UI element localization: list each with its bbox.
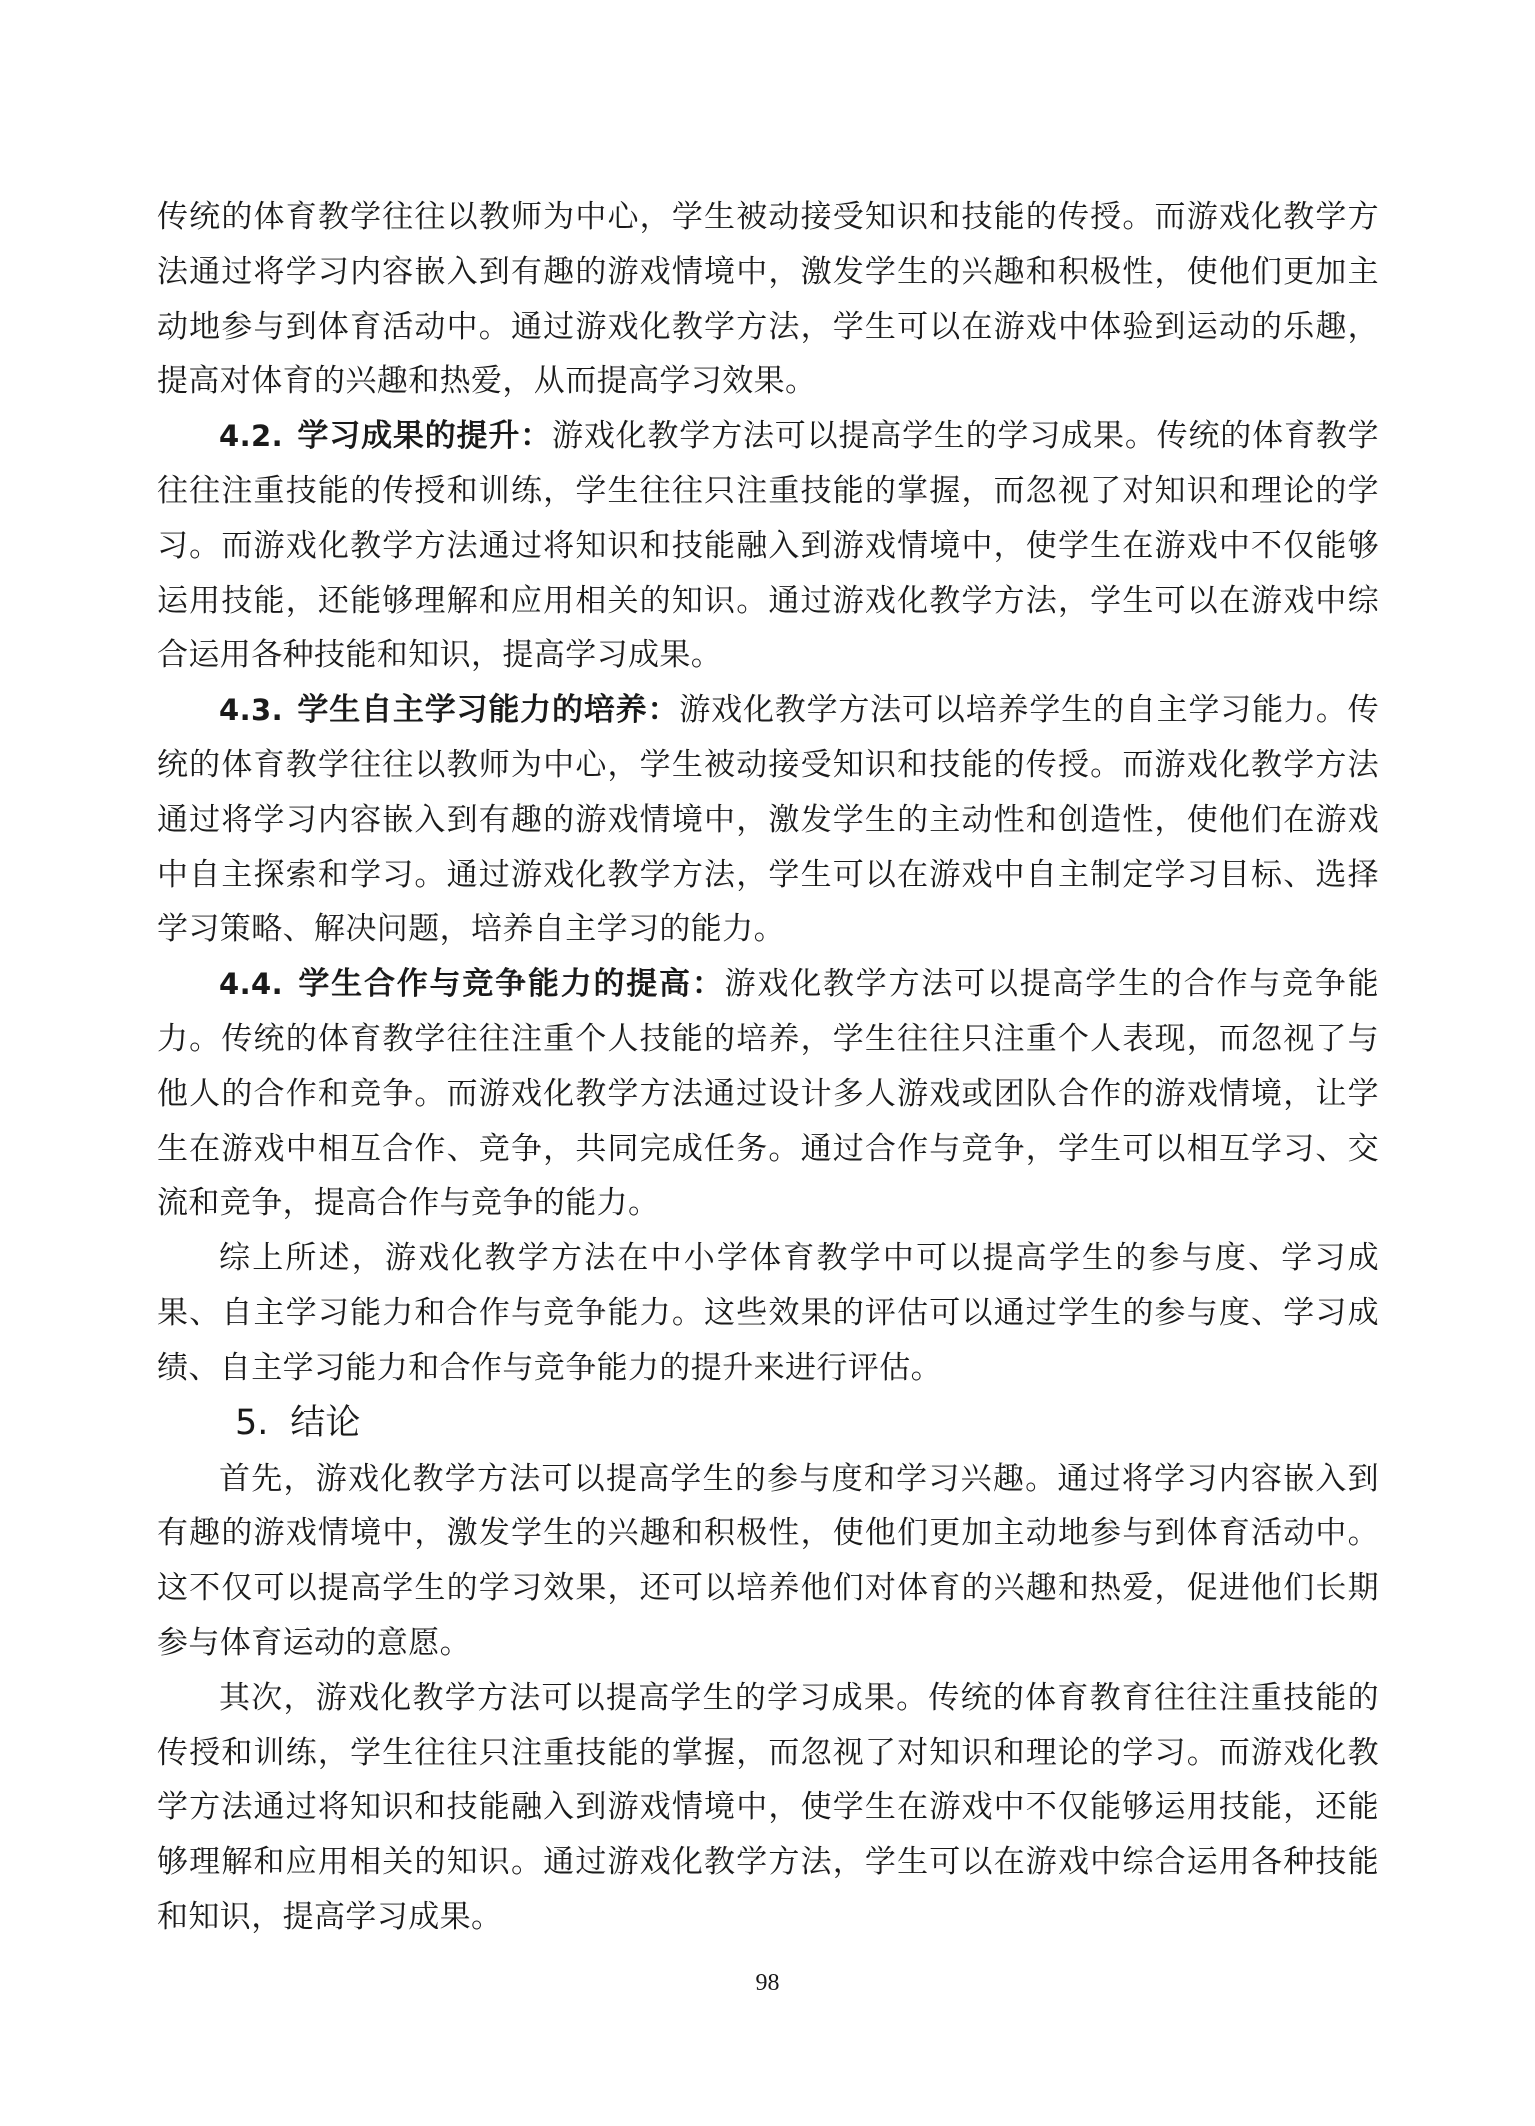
section-4-3-number: 4.3.: [219, 693, 283, 728]
section-4-4-body: 游戏化教学方法可以提高学生的合作与竞争能力。传统的体育教学往往注重个人技能的培养，学生往往只注重个人表现，而忽视了与他人的合作和竞争。而游戏化教学方法通过设计多人游戏或团队合作的游戏情境，让学生在游戏中相互合作、竞争，共同完成任务。通过合作与竞争，学生可以相互学习、交流和竞争，提高合作与竞争的能力。: [157, 966, 1380, 1222]
paragraph-section-4-4: [157, 957, 1379, 1231]
section-4-3-body: 游戏化教学方法可以培养学生的自主学习能力。传统的体育教学往往以教师为中心，学生被动接受知识和技能的传授。而游戏化教学方法通过将学习内容嵌入到有趣的游戏情境中，激发学生的主动性和创造性，使他们在游戏中自主探索和学习。通过游戏化教学方法，学生可以在游戏中自主制定学习目标、选择学习策略、解决问题，培养自主学习的能力。: [157, 692, 1379, 948]
paragraph-conclusion-2: 其次，游戏化教学方法可以提高学生的学习成果。传统的体育教育往往注重技能的传授和训练，学生往往只注重技能的掌握，而忽视了对知识和理论的学习。而游戏化教学方法通过将知识和技能融入到游戏情境中，使学生在游戏中不仅能够运用技能，还能够理解和应用相关的知识。通过游戏化教学方法，学生可以在游戏中综合运用各种技能和知识，提高学习成果。: [157, 1679, 1379, 1935]
section-4-3-title: 学生自主学习能力的培养：: [297, 692, 680, 729]
section-4-2-title: 学习成果的提升：: [297, 418, 553, 455]
section-4-2-body: 游戏化教学方法可以提高学生的学习成果。传统的体育教学往往注重技能的传授和训练，学生往往只注重技能的掌握，而忽视了对知识和理论的学习。而游戏化教学方法通过将知识和技能融入到游戏情境中，使学生在游戏中不仅能够运用技能，还能够理解和应用相关的知识。通过游戏化教学方法，学生可以在游戏中综合运用各种技能和知识，提高学习成果。: [157, 418, 1379, 674]
section-4-4-number: 4.4.: [219, 967, 283, 1002]
section-5-title: 结论: [290, 1402, 361, 1443]
paragraph-conclusion-1: 首先，游戏化教学方法可以提高学生的参与度和学习兴趣。通过将学习内容嵌入到有趣的游戏情境中，激发学生的兴趣和积极性，使他们更加主动地参与到体育活动中。这不仅可以提高学生的学习效果，还可以培养他们对体育的兴趣和热爱，促进他们长期参与体育运动的意愿。: [157, 1460, 1379, 1661]
section-4-2-number: 4.2.: [219, 419, 283, 454]
section-5-heading: [157, 1398, 1379, 1448]
paragraph-section-4-2: [157, 409, 1379, 683]
page-number: 98: [755, 1970, 780, 1996]
section-5-number: 5.: [235, 1402, 269, 1443]
paragraph-summary: 综上所述，游戏化教学方法在中小学体育教学中可以提高学生的参与度、学习成果、自主学习能力和合作与竞争能力。这些效果的评估可以通过学生的参与度、学习成绩、自主学习能力和合作与竞争能力的提升来进行评估。: [157, 1240, 1379, 1386]
paragraph-intro: 传统的体育教学往往以教师为中心，学生被动接受知识和技能的传授。而游戏化教学方法通过将学习内容嵌入到有趣的游戏情境中，激发学生的兴趣和积极性，使他们更加主动地参与到体育活动中。通过游戏化教学方法，学生可以在游戏中体验到运动的乐趣，提高对体育的兴趣和热爱，从而提高学习效果。: [157, 199, 1379, 400]
section-4-4-title: 学生合作与竞争能力的提高：: [297, 966, 725, 1003]
paragraph-section-4-3: [157, 683, 1379, 957]
page-body: [157, 190, 1379, 1945]
